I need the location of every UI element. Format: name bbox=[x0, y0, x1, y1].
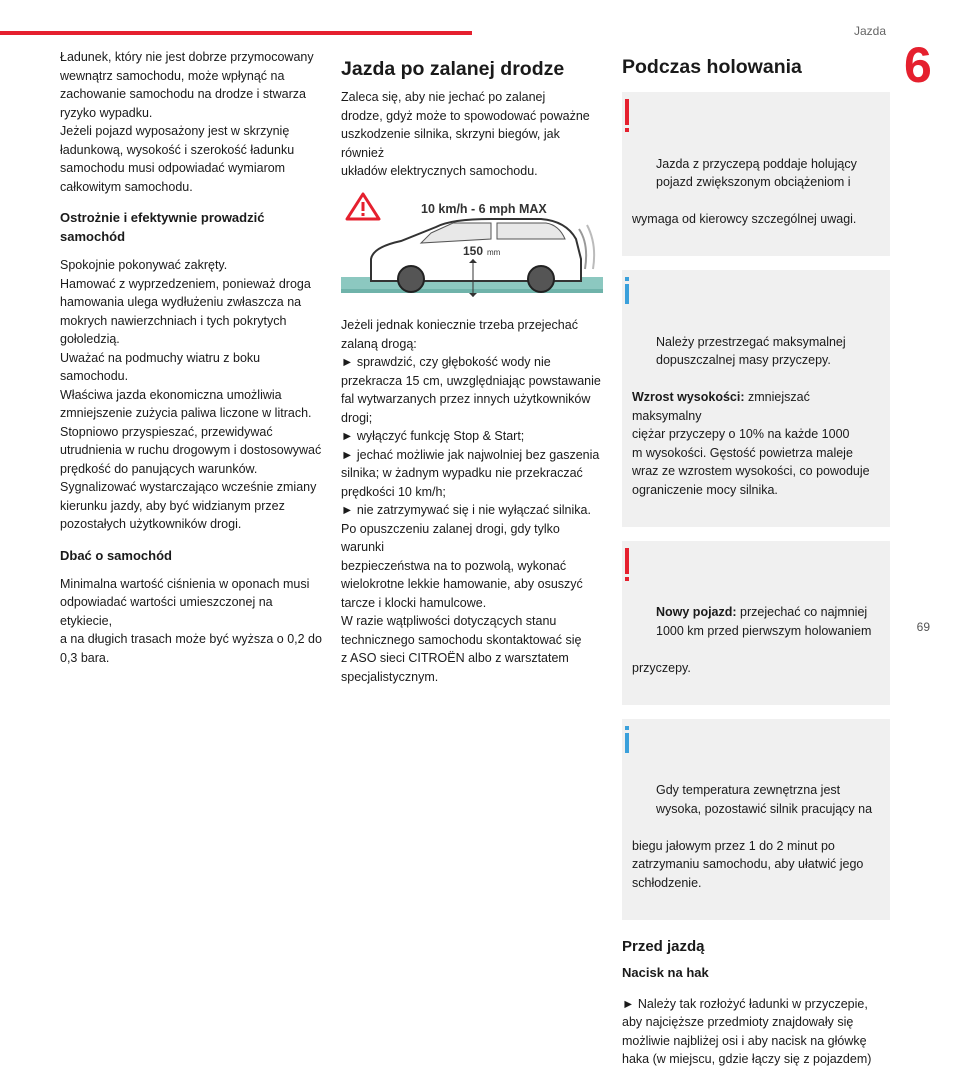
front-wheel bbox=[398, 266, 424, 292]
new-vehicle-bold-label: Nowy pojazd: bbox=[656, 605, 737, 619]
chapter-title: Jazda bbox=[853, 24, 886, 38]
info-lead-text: Należy przestrzegać maksymalnej dopuszczalnej masy przyczepy. bbox=[656, 334, 846, 367]
speed-limit-label: 10 km/h - 6 mph MAX bbox=[421, 201, 547, 216]
flooded-road-instructions: Jeżeli jednak koniecznie trzeba przejechać zalaną drogą: ► sprawdzić, czy głębokość wody nie przekracza 15 cm, uwzględniając powstawanie fal wytwarzanych przez innych użytkowników drogi; ► wyłączyć funkcję Stop & Start; ► jechać możliwie jak najwolniej bez gaszenia silnika; w żadnym wypadku nie przekraczać prędkości 10 km/h; ► nie zatrzymywać się i nie wyłączać silnika. Po opuszczeniu zalanej drogi, gdy tylko warunki bezpieczeństwa na to pozwolą, wykonać wielokrotne lekkie hamowanie, aby osuszyć tarcze i klocki hamulcowe. W razie wątpliwości dotyczących stanu technicznego samochodu skontaktować się z ASO sieci CITROËN albo z warsztatem specjalistycznym. bbox=[341, 318, 601, 684]
info-altitude-text bbox=[632, 388, 880, 499]
info-box-trailer-mass bbox=[622, 270, 890, 527]
hitch-load-subheading: Nacisk na hak bbox=[622, 965, 709, 980]
warning-exclaim-bar bbox=[362, 202, 365, 211]
load-intro-text: Ładunek, który nie jest dobrze przymocowany wewnątrz samochodu, może wpłynąć na zachowanie samochodu na drodze i stwarza ryzyko wypadku. Jeżeli pojazd wyposażony jest w skrzynię ładunkową, wysokość i szerokość ładunku samochodu musi odpowiadać wymiarom całkowitym samochodu. bbox=[60, 50, 314, 194]
info-i-icon bbox=[625, 733, 629, 753]
flooded-road-figure bbox=[341, 189, 603, 299]
depth-arrow-bottom bbox=[469, 293, 477, 297]
column-2 bbox=[341, 48, 603, 686]
warning-rest-text: wymaga od kierowcy szczególnej uwagi. bbox=[632, 212, 857, 226]
warning-box-towing-load bbox=[622, 92, 890, 256]
warning-box-new-vehicle bbox=[622, 541, 890, 705]
new-vehicle-rest-text: przyczepy. bbox=[632, 660, 691, 675]
water-base bbox=[341, 289, 603, 293]
depth-unit-label: mm bbox=[487, 247, 501, 257]
driving-subheading: Ostrożnie i efektywnie prowadzić samochód bbox=[60, 210, 265, 244]
care-subheading: Dbać o samochód bbox=[60, 547, 172, 563]
info-i-icon bbox=[625, 284, 629, 304]
warning-exclaim-icon bbox=[625, 99, 629, 125]
column-1 bbox=[60, 48, 322, 667]
new-vehicle-lead-rest: przejechać co najmniej 1000 km przed pierwszym holowaniem bbox=[656, 605, 872, 638]
warning-exclaim-icon bbox=[625, 548, 629, 574]
info-box-hot-weather bbox=[622, 719, 890, 920]
before-driving-heading: Przed jazdą bbox=[622, 937, 705, 955]
hot-weather-rest: biegu jałowym przez 1 do 2 minut po zatrzymaniu samochodu, aby ułatwić jego schłodzenie. bbox=[632, 838, 864, 890]
warning-exclaim-dot bbox=[362, 213, 365, 216]
altitude-rest-text: zmniejszać maksymalny ciężar przyczepy o 10% na każde 1000 m wysokości. Gęstość powietrza maleje wraz ze wzrostem wysokości, co powoduje ograniczenie mocy silnika. bbox=[632, 390, 870, 497]
care-body-text: Minimalna wartość ciśnienia w oponach musi odpowiadać wartości umieszczonej na etykiecie, a na długich trasach może być wyższa o 0,2 do 0,3 bara. bbox=[60, 576, 322, 665]
column-3 bbox=[622, 48, 890, 1069]
rear-wheel bbox=[528, 266, 554, 292]
driving-body-text: Spokojnie pokonywać zakręty. Hamować z wyprzedzeniem, ponieważ droga hamowania ulega wydłużeniu zwłaszcza na mokrych nawierzchniach i tych pokrytych gołoledzią. Uważać na podmuchy wiatru z boku samochodu. Właściwa jazda ekonomiczna umożliwia zmniejszenie zużycia paliwa liczone w litrach. Stopniowo przyspieszać, przewidywać utrudnienia w ruchu drogowym i dostosowywać prędkość do panujących warunków. Sygnalizować wystarczająco wcześnie zmiany kierunku jazdy, aby być widzianym przez pozostałych użytkowników drogi. bbox=[60, 258, 322, 531]
chapter-number: 6 bbox=[904, 37, 932, 93]
hot-weather-lead: Gdy temperatura zewnętrzna jest wysoka, pozostawić silnik pracujący na bbox=[656, 783, 873, 816]
warning-lead-text: Jazda z przyczepą poddaje holujący pojazd zwiększonym obciążeniom i bbox=[656, 156, 857, 189]
altitude-bold-label: Wzrost wysokości: bbox=[632, 390, 745, 404]
hitch-load-body: ► Należy tak rozłożyć ładunki w przyczepie, aby najcięższe przedmioty znajdowały się możliwie najbliżej osi i aby nacisk na główkę haka (w miejscu, gdzie łączy się z pojazdem) bbox=[622, 996, 872, 1066]
header-red-bar bbox=[0, 31, 472, 35]
page-number: 69 bbox=[916, 620, 930, 634]
flooded-road-intro: Zaleca się, aby nie jechać po zalanej drodze, gdyż może to spowodować poważne uszkodzenie silnika, skrzyni biegów, jak również układów elektrycznych samochodu. bbox=[341, 90, 590, 178]
car-window-front bbox=[421, 223, 491, 243]
flooded-road-heading: Jazda po zalanej drodze bbox=[341, 58, 565, 80]
motion-line-2 bbox=[587, 225, 594, 269]
depth-value-label: 150 bbox=[463, 243, 484, 258]
towing-heading: Podczas holowania bbox=[622, 56, 802, 78]
new-vehicle-lead bbox=[632, 603, 880, 640]
